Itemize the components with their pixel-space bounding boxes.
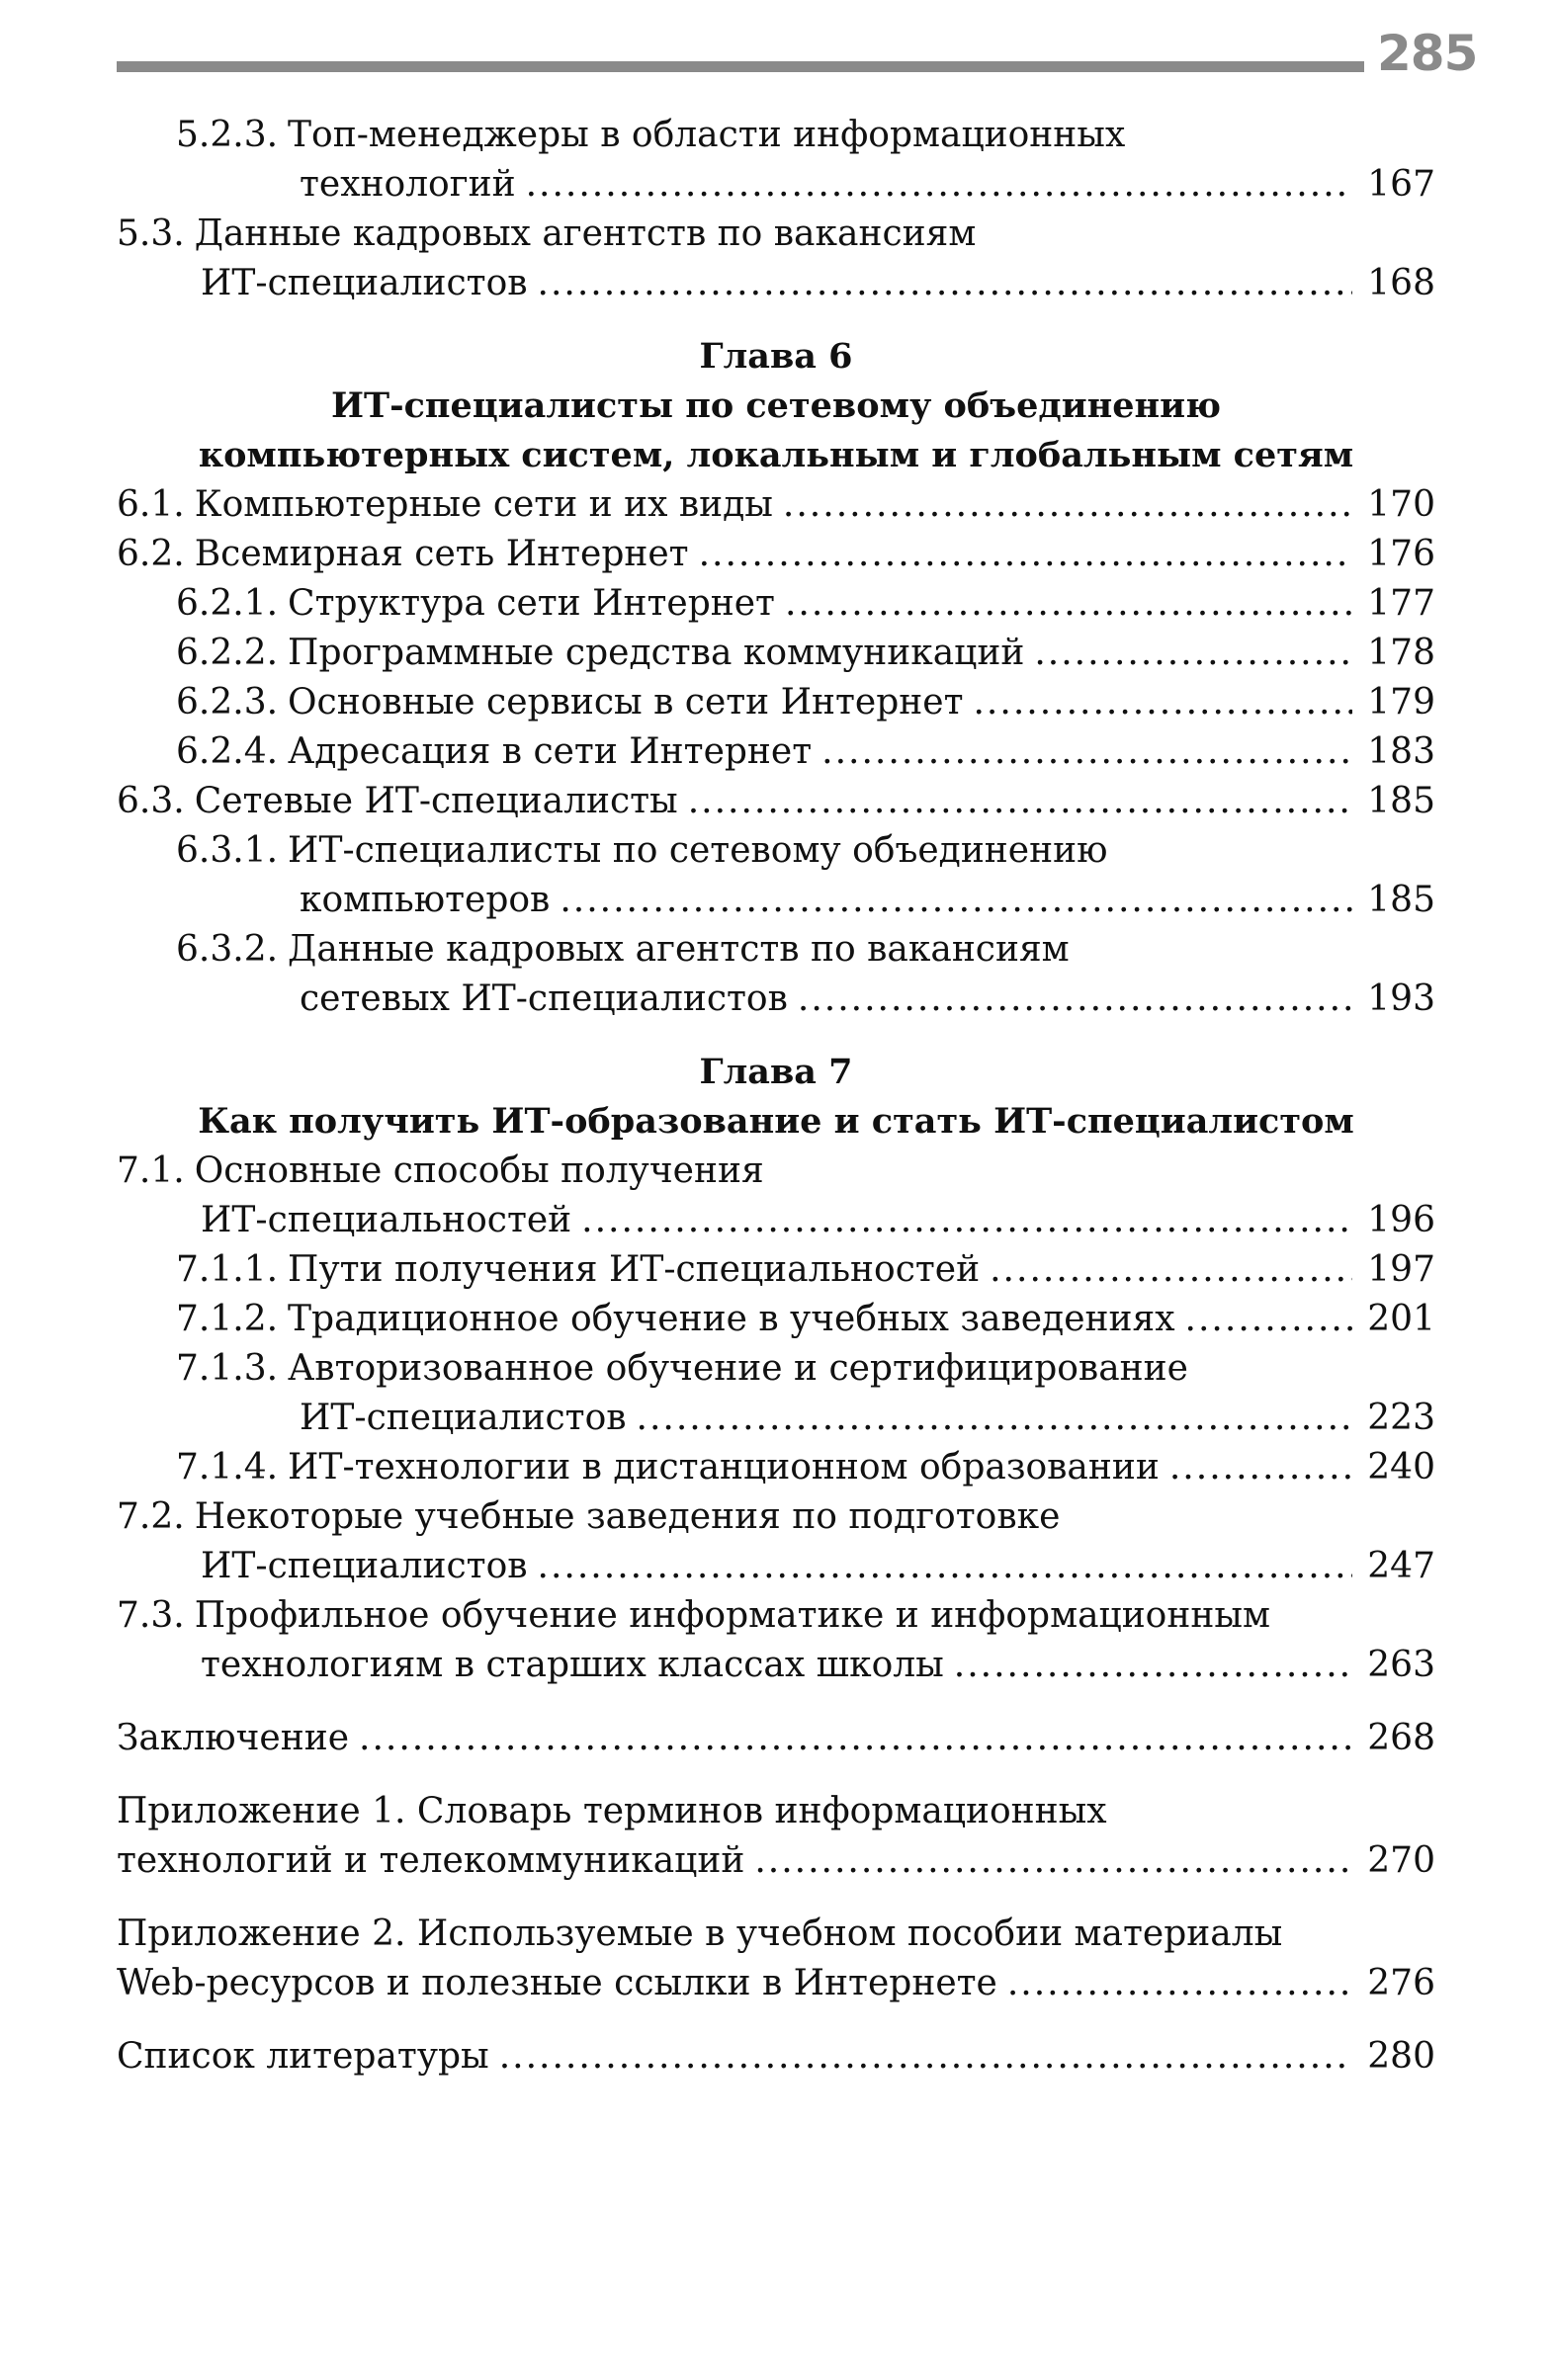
toc-entry-number: 5.2.3. (176, 115, 279, 155)
toc-entry-title-cont: ИТ-специалистов (201, 263, 528, 303)
toc-entry-page: 240 (1367, 1447, 1435, 1488)
chapter-label: Глава 6 (699, 336, 853, 377)
toc-entry-title: Приложение 2. Используемые в учебном пособии материалы (117, 1913, 1283, 1954)
leader-dots (785, 579, 1352, 629)
toc-entry-line (117, 727, 1435, 777)
toc-entry-title: Приложение 1. Словарь терминов информационных (117, 1791, 1107, 1831)
toc-entry-title-cont: Web-ресурсов и полезные ссылки в Интернете (117, 1963, 997, 2003)
toc-entry-title: Всемирная сеть Интернет (194, 534, 689, 574)
toc-entry-page: 193 (1367, 978, 1435, 1019)
chapter-title: Как получить ИТ-образование и стать ИТ-специалистом (198, 1101, 1354, 1142)
toc-entry-line (117, 925, 1435, 975)
toc-entry-line (117, 1443, 1435, 1492)
toc-entry-number: 6.1. (117, 484, 185, 525)
toc-entry-number: 6.2.4. (176, 731, 279, 772)
toc-entry-line (117, 111, 1435, 160)
toc-entry-page: 247 (1367, 1546, 1435, 1586)
toc-entry-line (117, 1196, 1435, 1245)
toc-entry-title: Данные кадровых агентств по вакансиям (194, 213, 977, 254)
toc-entry-title: Топ-менеджеры в области информационных (288, 115, 1126, 155)
leader-dots (499, 2032, 1352, 2082)
toc-entry-page: 270 (1367, 1840, 1435, 1881)
toc-entry-page: 179 (1367, 682, 1435, 722)
leader-dots (754, 1836, 1352, 1886)
leader-dots (560, 876, 1352, 925)
toc-entry-number: 5.3. (117, 213, 185, 254)
toc-entry-page: 280 (1367, 2036, 1435, 2077)
toc-entry-line (117, 1910, 1435, 1959)
toc-entry-number: 7.1.2. (176, 1299, 279, 1339)
toc-entry-line (117, 1147, 1435, 1196)
leader-dots (581, 1196, 1352, 1245)
leader-dots (798, 975, 1352, 1024)
leader-dots (1169, 1443, 1352, 1492)
toc-entry-title: Программные средства коммуникаций (288, 633, 1025, 673)
toc-entry-title-cont: ИТ-специальностей (201, 1200, 572, 1240)
toc-entry-number: 6.2.2. (176, 633, 279, 673)
leader-dots (538, 259, 1352, 308)
toc-entry-page: 176 (1367, 534, 1435, 574)
toc-entry-line (117, 579, 1435, 629)
toc-entry-line (117, 1492, 1435, 1542)
toc-entry-line (117, 480, 1435, 530)
toc-entry-page: 223 (1367, 1398, 1435, 1438)
chapter-title: ИТ-специалисты по сетевому объединению (330, 385, 1222, 426)
toc-entry-number: 6.3. (117, 781, 185, 821)
toc-entry-title: Список литературы (117, 2036, 489, 2077)
toc-entry-line (117, 530, 1435, 579)
toc-entry-number: 7.1.1. (176, 1249, 279, 1290)
leader-dots (783, 480, 1352, 530)
leader-dots (538, 1542, 1352, 1591)
toc-entry-title-cont: технологий и телекоммуникаций (117, 1840, 745, 1881)
toc-entry-line (117, 678, 1435, 727)
toc-entry-title-cont: ИТ-специалистов (300, 1398, 627, 1438)
toc-entry-number: 7.1.3. (176, 1348, 279, 1389)
toc-entry-title: ИТ-технологии в дистанционном образовании (288, 1447, 1160, 1488)
toc-entry-title-cont: ИТ-специалистов (201, 1546, 528, 1586)
leader-dots (637, 1394, 1352, 1443)
page-number: 285 (1377, 25, 1478, 82)
toc-entry-line (117, 1295, 1435, 1344)
toc-entry-title: Данные кадровых агентств по вакансиям (288, 929, 1070, 970)
toc-entry-number: 6.3.2. (176, 929, 279, 970)
toc-entry-line (117, 1394, 1435, 1443)
toc-entry-title: Некоторые учебные заведения по подготовке (194, 1496, 1061, 1537)
leader-dots (973, 678, 1352, 727)
toc-entry-number: 7.3. (117, 1595, 185, 1636)
leader-dots (990, 1245, 1352, 1295)
toc-entry-line (117, 1787, 1435, 1836)
toc-entry-title: Компьютерные сети и их виды (194, 484, 773, 525)
leader-dots (526, 160, 1352, 210)
toc-entry-title-cont: технологий (300, 164, 516, 205)
toc-entry-page: 201 (1367, 1299, 1435, 1339)
leader-dots (821, 727, 1352, 777)
toc-entry-line (117, 2032, 1435, 2082)
leader-dots (359, 1714, 1352, 1763)
toc-entry-number: 6.3.1. (176, 830, 279, 871)
toc-entry-number: 6.2.3. (176, 682, 279, 722)
toc-entry-title: Структура сети Интернет (288, 583, 775, 624)
toc-entry-number: 7.1. (117, 1150, 185, 1191)
toc-entry-line (117, 1959, 1435, 2008)
toc-entry-line (117, 210, 1435, 259)
toc-entry-line (117, 629, 1435, 678)
toc-entry-page: 178 (1367, 633, 1435, 673)
toc-entry-page: 197 (1367, 1249, 1435, 1290)
toc-entry-line (117, 160, 1435, 210)
toc-entry-page: 170 (1367, 484, 1435, 525)
toc-entry-title: Заключение (117, 1718, 350, 1758)
leader-dots (1185, 1295, 1352, 1344)
leader-dots (954, 1641, 1352, 1690)
toc-entry-line (117, 1344, 1435, 1394)
toc-entry-line (117, 876, 1435, 925)
toc-entry-page: 183 (1367, 731, 1435, 772)
toc-entry-page: 167 (1367, 164, 1435, 205)
toc-entry-line (117, 777, 1435, 826)
toc-entry-page: 177 (1367, 583, 1435, 624)
toc-entry-title: Профильное обучение информатике и информационным (194, 1595, 1270, 1636)
toc-entry-line (117, 975, 1435, 1024)
leader-dots (1034, 629, 1352, 678)
toc-entry-line (117, 1591, 1435, 1641)
toc-entry-title: Традиционное обучение в учебных заведениях (288, 1299, 1175, 1339)
toc-entry-title: Пути получения ИТ-специальностей (288, 1249, 981, 1290)
toc-entry-line (117, 1714, 1435, 1763)
toc-entry-page: 276 (1367, 1963, 1435, 2003)
toc-entry-title: Авторизованное обучение и сертифицирование (288, 1348, 1188, 1389)
toc-entry-number: 6.2.1. (176, 583, 279, 624)
toc-entry-page: 268 (1367, 1718, 1435, 1758)
toc-entry-title: Основные сервисы в сети Интернет (288, 682, 964, 722)
toc-entry-page: 185 (1367, 880, 1435, 920)
toc-entry-number: 7.1.4. (176, 1447, 279, 1488)
toc-entry-title-cont: компьютеров (300, 880, 551, 920)
toc-entry-page: 196 (1367, 1200, 1435, 1240)
leader-dots (699, 530, 1352, 579)
toc-entry-title: Основные способы получения (194, 1150, 764, 1191)
toc-entry-number: 6.2. (117, 534, 185, 574)
toc-entry-page: 185 (1367, 781, 1435, 821)
toc-entry-line (117, 1542, 1435, 1591)
toc-entry-number: 7.2. (117, 1496, 185, 1537)
toc-entry-line (117, 1245, 1435, 1295)
toc-entry-line (117, 1641, 1435, 1690)
toc-entry-page: 168 (1367, 263, 1435, 303)
chapter-label: Глава 7 (699, 1052, 853, 1092)
header-rule (117, 61, 1364, 72)
toc-entry-line (117, 259, 1435, 308)
table-of-contents (117, 111, 1435, 2082)
toc-entry-page: 263 (1367, 1645, 1435, 1685)
toc-entry-line (117, 1836, 1435, 1886)
toc-entry-title: Адресация в сети Интернет (288, 731, 813, 772)
toc-entry-title: Сетевые ИТ-специалисты (194, 781, 678, 821)
leader-dots (688, 777, 1352, 826)
toc-entry-title-cont: сетевых ИТ-специалистов (300, 978, 788, 1019)
toc-entry-title-cont: технологиям в старших классах школы (201, 1645, 944, 1685)
chapter-title: компьютерных систем, локальным и глобальным сетям (198, 435, 1354, 475)
toc-entry-line (117, 826, 1435, 876)
toc-entry-title: ИТ-специалисты по сетевому объединению (288, 830, 1108, 871)
leader-dots (1007, 1959, 1352, 2008)
